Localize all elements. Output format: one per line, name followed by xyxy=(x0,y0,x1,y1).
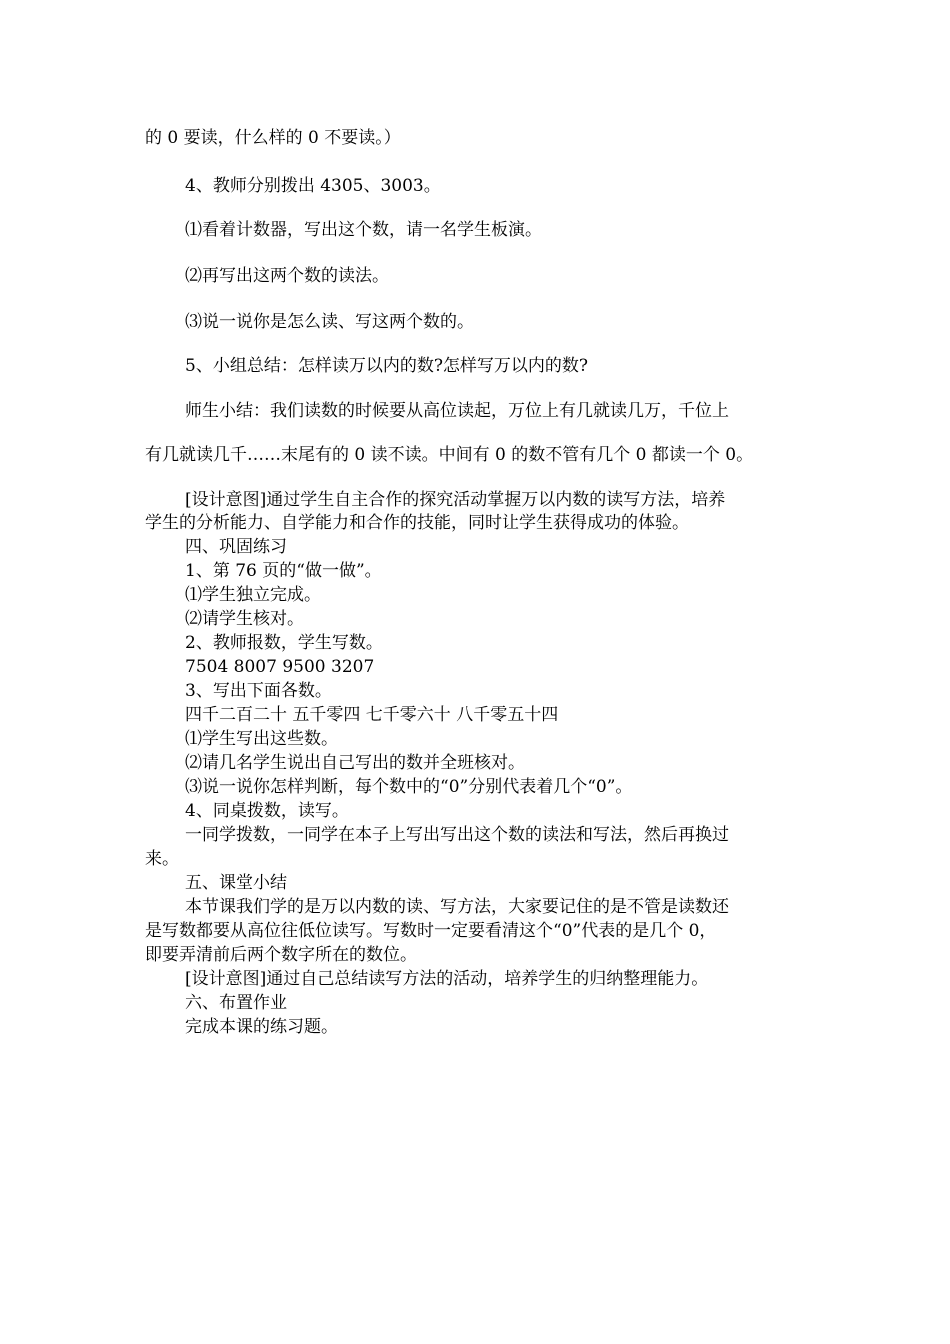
text-line: 有几就读几千……末尾有的 0 读不读。中间有 0 的数不管有几个 0 都读一个 0。 xyxy=(145,445,754,465)
text-line: ⑵请学生核对。 xyxy=(185,609,304,629)
text-line: 4、教师分别拨出 4305、3003。 xyxy=(185,176,441,196)
text-line: 1、第 76 页的“做一做”。 xyxy=(185,561,382,581)
section-heading: 五、课堂小结 xyxy=(185,873,287,893)
text-line: ⑵请几名学生说出自己写出的数并全班核对。 xyxy=(185,753,525,773)
text-line: ⑶说一说你怎样判断，每个数中的“0”分别代表着几个“0”。 xyxy=(185,777,633,797)
text-line: 完成本课的练习题。 xyxy=(185,1017,338,1037)
text-line: 四千二百二十 五千零四 七千零六十 八千零五十四 xyxy=(185,705,559,725)
text-line: 一同学拨数，一同学在本子上写出写出这个数的读法和写法，然后再换过 xyxy=(185,825,729,845)
text-line: 3、写出下面各数。 xyxy=(185,681,332,701)
text-line: ⑵再写出这两个数的读法。 xyxy=(185,266,389,286)
text-line: [设计意图]通过自己总结读写方法的活动，培养学生的归纳整理能力。 xyxy=(185,969,709,989)
text-line: ⑴看着计数器，写出这个数，请一名学生板演。 xyxy=(185,220,542,240)
text-line: 7504 8007 9500 3207 xyxy=(185,657,375,677)
text-line: 师生小结：我们读数的时候要从高位读起，万位上有几就读几万，千位上 xyxy=(185,401,729,421)
text-line: [设计意图]通过学生自主合作的探究活动掌握万以内数的读写方法，培养 xyxy=(185,490,726,510)
text-line: 即要弄清前后两个数字所在的数位。 xyxy=(145,945,417,965)
text-line: 2、教师报数，学生写数。 xyxy=(185,633,383,653)
text-line: 的 0 要读，什么样的 0 不要读。） xyxy=(145,128,401,148)
text-line: 来。 xyxy=(145,849,179,869)
text-line: 5、小组总结：怎样读万以内的数?怎样写万以内的数? xyxy=(185,356,589,376)
text-line: ⑴学生写出这些数。 xyxy=(185,729,338,749)
text-line: 本节课我们学的是万以内数的读、写方法，大家要记住的是不管是读数还 xyxy=(185,897,729,917)
section-heading: 六、布置作业 xyxy=(185,993,287,1013)
text-line: ⑴学生独立完成。 xyxy=(185,585,321,605)
text-line: 4、同桌拨数，读写。 xyxy=(185,801,349,821)
text-line: 学生的分析能力、自学能力和合作的技能，同时让学生获得成功的体验。 xyxy=(145,513,689,533)
text-line: ⑶说一说你是怎么读、写这两个数的。 xyxy=(185,312,474,332)
section-heading: 四、巩固练习 xyxy=(185,537,287,557)
text-line: 是写数都要从高位往低位读写。写数时一定要看清这个“0”代表的是几个 0， xyxy=(145,921,717,941)
